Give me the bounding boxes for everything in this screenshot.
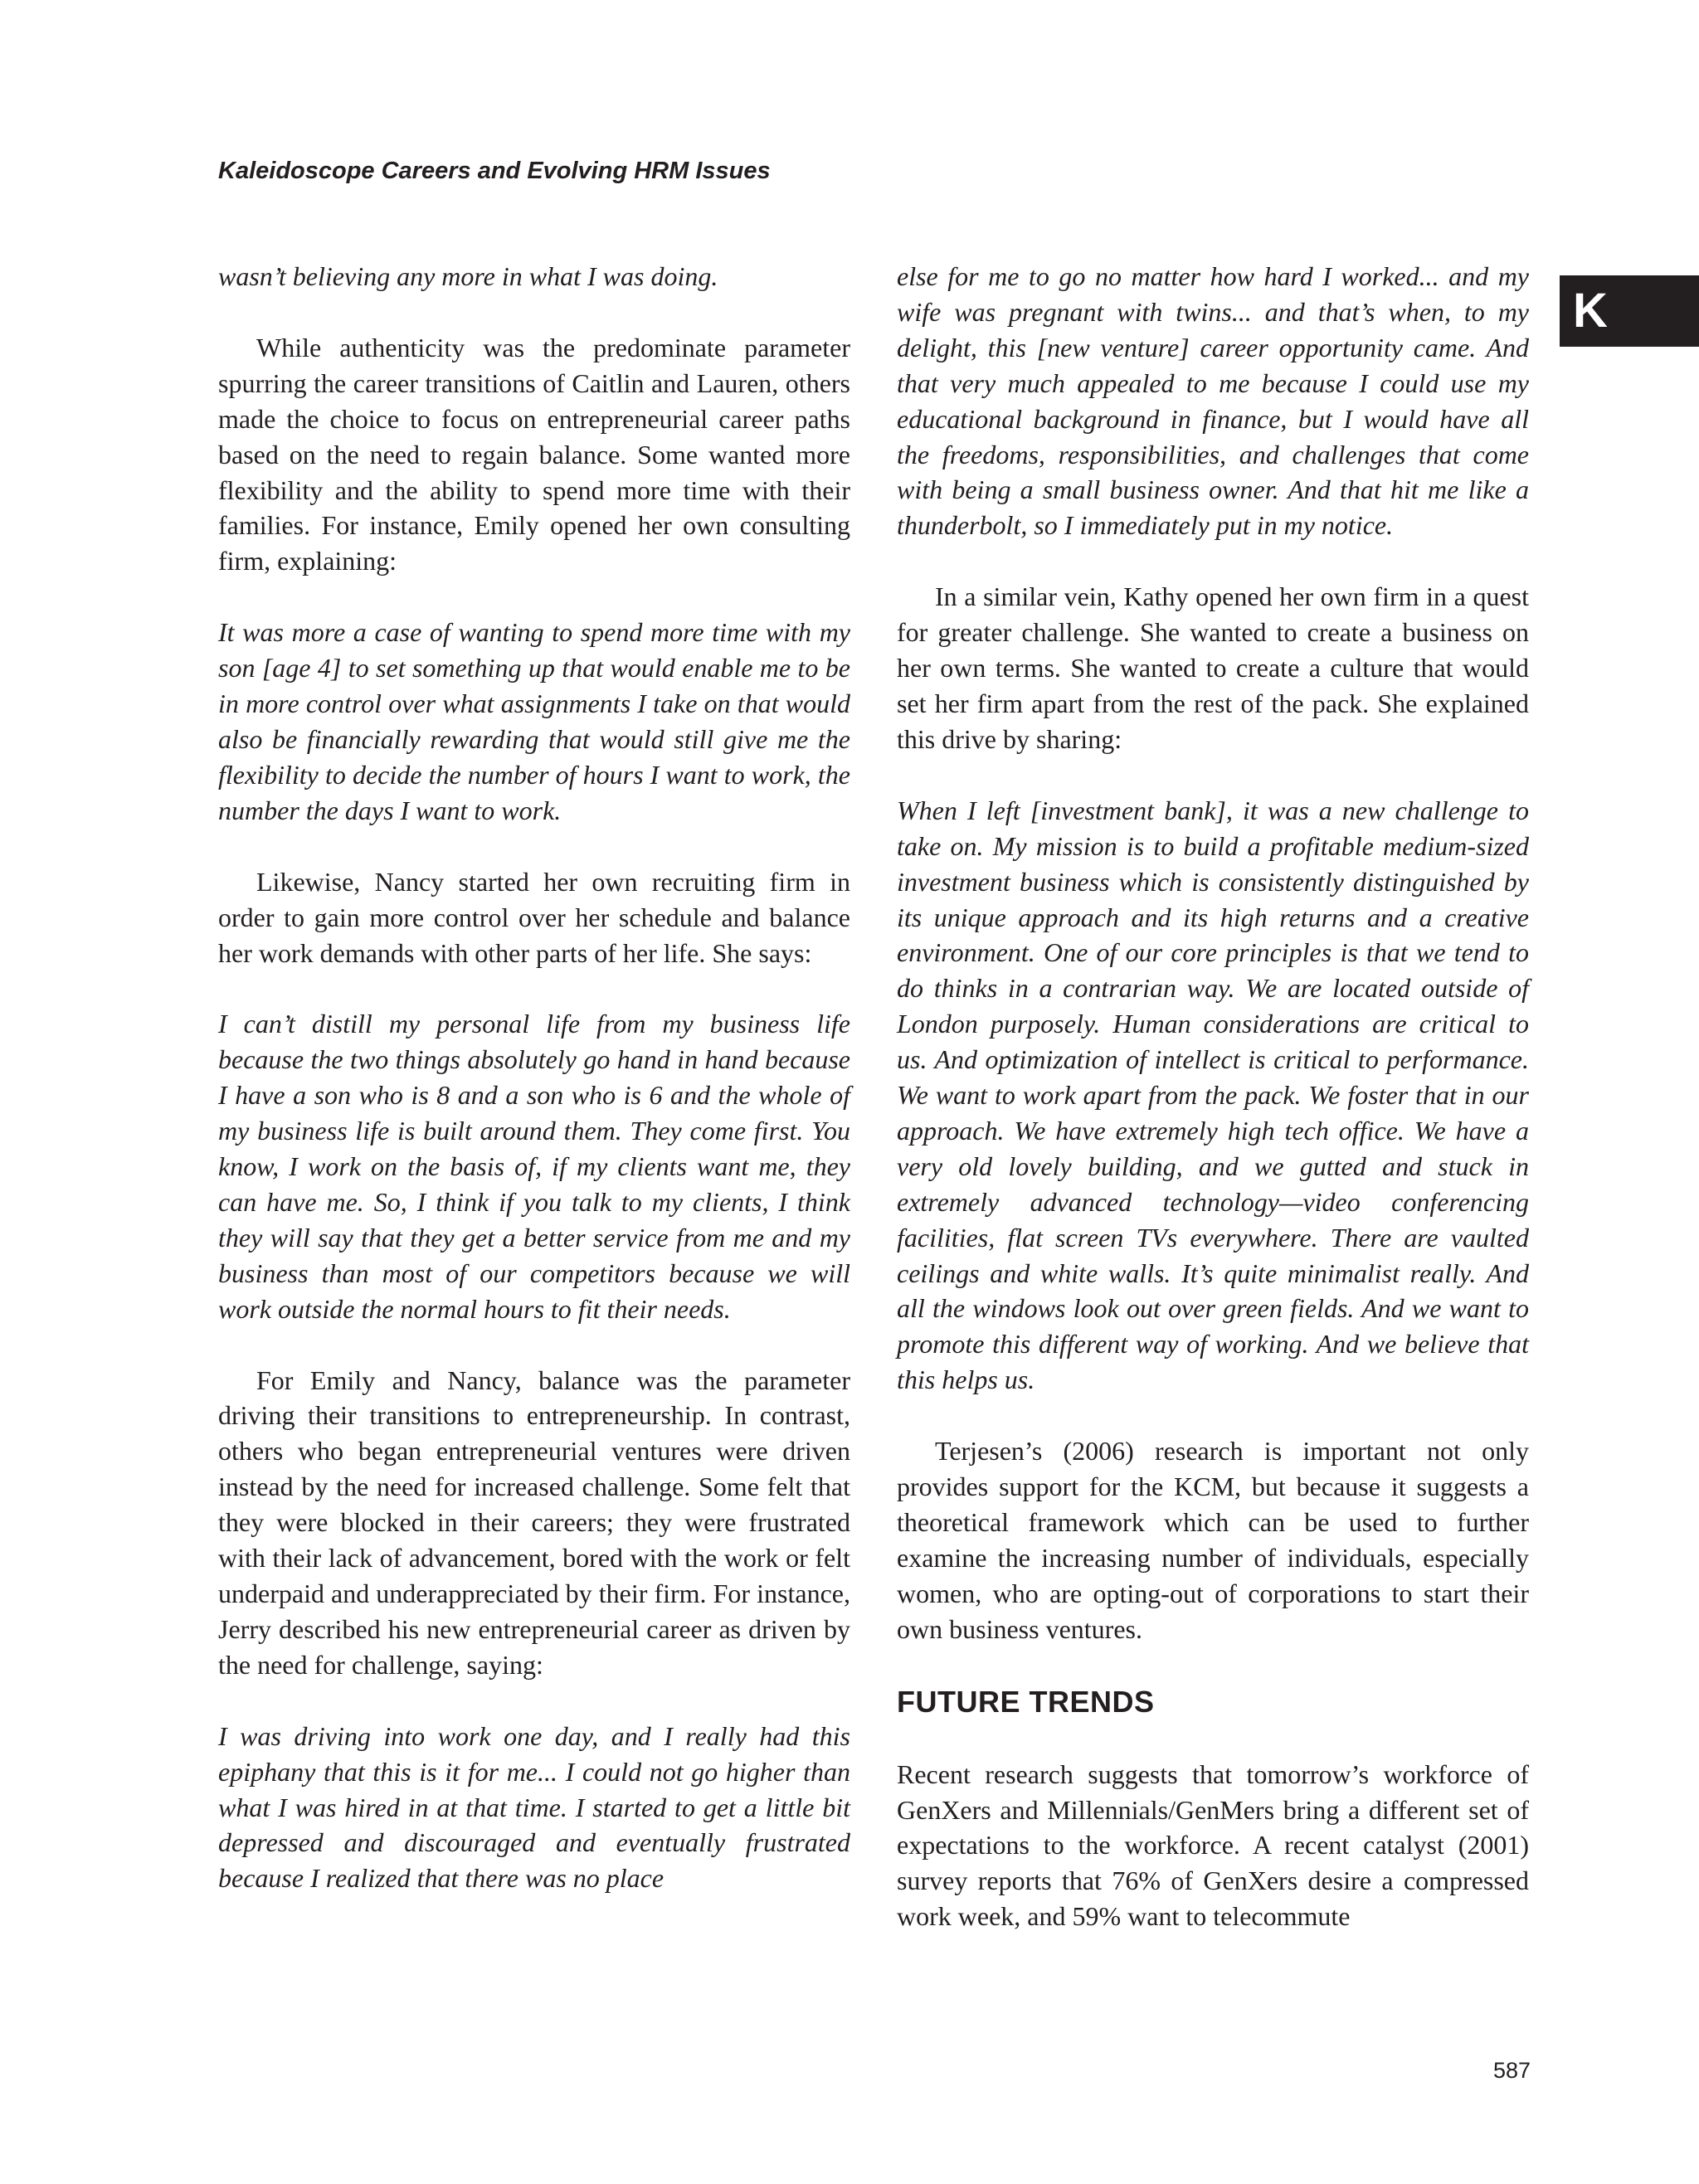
quote-paragraph: I was driving into work one day, and I really had this epiphany that this is it for me... I could not go higher than what I was hired in at that time. I started to get a little bit depressed and discouraged and eventually frustrated because I realized that there was no place xyxy=(218,1720,850,1894)
body-paragraph: While authenticity was the predominate parameter spurring the career transitions of Caitlin and Lauren, others made the choice to focus on entrepreneurial career paths based on the need to regain balance. Some wanted more flexibility and the ability to spend more time with their families. For instance, Emily opened her own consulting firm, explaining: xyxy=(218,332,850,576)
quote-paragraph: It was more a case of wanting to spend more time with my son [age 4] to set something up that would enable me to be in more control over what assignments I take on that would also be financially rewarding that would still give me the flexibility to decide the number of hours I want to work, the number the days I want to work. xyxy=(218,617,850,825)
page-number: 587 xyxy=(1492,2058,1531,2083)
body-paragraph: In a similar vein, Kathy opened her own firm in a quest for greater challenge. She wanted to create a business on her own terms. She wanted to create a culture that would set her firm apart from the rest of the pack. She explained this drive by sharing: xyxy=(897,581,1529,754)
quote-paragraph: I can’t distill my personal life from my business life because the two things absolutely go hand in hand because I have a son who is 8 and a son who is 6 and the whole of my business life is built around them. They come first. You know, I work on the basis of, if my clients want me, they can have me. So, I think if you talk to my clients, I think they will say that they get a better service from me and my business than most of our competitors because we will work outside the normal hours to fit their needs. xyxy=(218,1009,850,1324)
left-column xyxy=(218,259,850,1896)
section-heading: FUTURE TRENDS xyxy=(897,1684,1155,1719)
right-column xyxy=(897,259,1529,1934)
body-paragraph: For Emily and Nancy, balance was the parameter driving their transitions to entrepreneurship. In contrast, others who began entrepreneurial ventures were driven instead by the need for increased challenge. Some felt that they were blocked in their careers; they were frustrated with their lack of advancement, bored with the work or felt underpaid and underappreciated by their firm. For instance, Jerry described his new entrepreneurial career as driven by the need for challenge, saying: xyxy=(218,1364,850,1680)
quote-paragraph: wasn’t believing any more in what I was doing. xyxy=(218,261,718,291)
quote-paragraph: else for me to go no matter how hard I worked... and my wife was pregnant with twins... and that’s when, to my delight, this [new venture] career opportunity came. And that very much appealed to me because I could use my educational background in finance, but I would have all the freedoms, responsibilities, and challenges that come with being a small business owner. And that hit me like a thunderbolt, so I immediately put in my notice. xyxy=(897,261,1529,541)
body-paragraph: Likewise, Nancy started her own recruiting firm in order to gain more control over her schedule and balance her work demands with other parts of her life. She says: xyxy=(218,866,850,968)
running-head: Kaleidoscope Careers and Evolving HRM Issues xyxy=(218,158,771,184)
body-paragraph: Recent research suggests that tomorrow’s workforce of GenXers and Millennials/GenMers bring a different set of expectations to the workforce. A recent catalyst (2001) survey reports that 76% of GenXers desire a compressed work week, and 59% want to telecommute xyxy=(897,1758,1529,1932)
section-tab: K xyxy=(1560,275,1699,347)
body-paragraph: Terjesen’s (2006) research is important not only provides support for the KCM, but because it suggests a theoretical framework which can be used to further examine the increasing number of individuals, especially women, who are opting-out of corporations to start their own business ventures. xyxy=(897,1436,1529,1644)
quote-paragraph: When I left [investment bank], it was a new challenge to take on. My mission is to build a profitable medium-sized investment business which is consistently distinguished by its unique approach and its high returns and a creative environment. One of our core principles is that we tend to do thinks in a contrarian way. We are located outside of London purposely. Human considerations are critical to us. And optimization of intellect is critical to performance. We want to work apart from the pack. We foster that in our approach. We have extremely high tech office. We have a very old lovely building, and we gutted and stuck in extremely advanced technology—video conferencing facilities, flat screen TVs everywhere. There are vaulted ceilings and white walls. It’s quite minimalist really. And all the windows look out over green fields. And we want to promote this different way of working. And we believe that this helps us. xyxy=(897,795,1529,1395)
